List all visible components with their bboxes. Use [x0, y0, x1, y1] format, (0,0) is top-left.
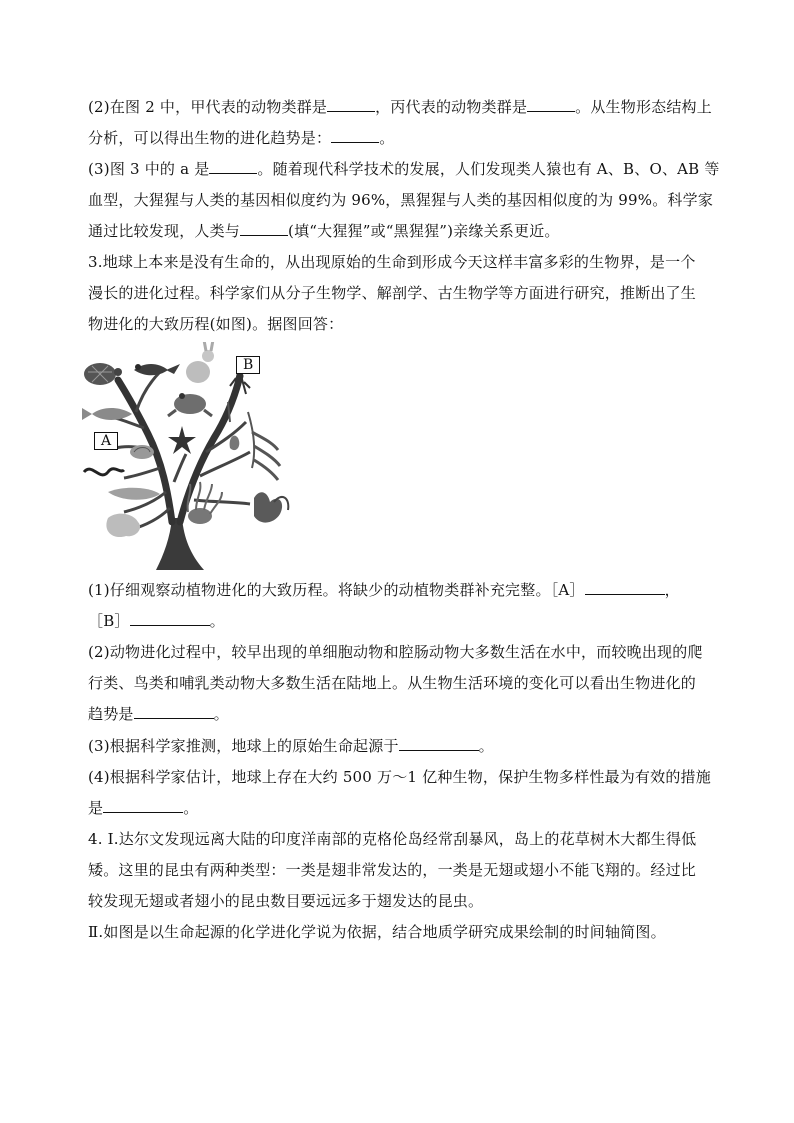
- s3-line-1: (3)根据科学家推测，地球上的原始生命起源于 。: [88, 737, 494, 755]
- evolution-tree-figure: [78, 342, 300, 570]
- q3-line-3: 通过比较发现，人类与 (填“大猩猩”或“黑猩猩”)亲缘关系更近。: [88, 222, 560, 240]
- p3-line-3: 物进化的大致历程(如图)。据图回答：: [88, 315, 344, 333]
- q3-line-2: 血型，大猩猩与人类的基因相似度约为 96%，黑猩猩与人类的基因相似度的为 99%。科学家: [88, 191, 714, 209]
- answer-blank[interactable]: [209, 159, 257, 174]
- q2-line-1: (2)在图 2 中，甲代表的动物类群是 ，丙代表的动物类群是 。从生物形态结构上: [88, 98, 712, 116]
- evolution-tree-illustration: [78, 342, 300, 570]
- p3-line-1: 3.地球上本来是没有生命的，从出现原始的生命到形成今天这样丰富多彩的生物界，是一个: [88, 253, 696, 271]
- p4-line-2: 矮。这里的昆虫有两种类型：一类是翅非常发达的，一类是无翅或翅小不能飞翔的。经过比: [88, 861, 697, 879]
- p4-line-1: 4. Ⅰ.达尔文发现远离大陆的印度洋南部的克格伦岛经常刮暴风，岛上的花草树木大都生得低: [88, 830, 697, 848]
- answer-blank[interactable]: [134, 704, 214, 719]
- q2-line-2: 分析，可以得出生物的进化趋势是： 。: [88, 129, 395, 147]
- answer-blank[interactable]: [331, 128, 379, 143]
- p4-line-3: 较发现无翅或者翅小的昆虫数目要远远多于翅发达的昆虫。: [88, 892, 484, 910]
- s4-line-2: 是 。: [88, 799, 199, 817]
- figure-label-a: A: [94, 432, 118, 450]
- answer-blank[interactable]: [103, 798, 183, 813]
- answer-blank[interactable]: [585, 580, 665, 595]
- p3-line-2: 漫长的进化过程。科学家们从分子生物学、解剖学、古生物学等方面进行研究，推断出了生: [88, 284, 697, 302]
- s1-line-1: (1)仔细观察动植物进化的大致历程。将缺少的动植物类群补充完整。［A］ ，: [88, 581, 680, 599]
- figure-label-b: B: [236, 356, 260, 374]
- s1-line-2: ［B］ 。: [88, 612, 225, 630]
- answer-blank[interactable]: [399, 736, 479, 751]
- answer-blank[interactable]: [527, 97, 575, 112]
- answer-blank[interactable]: [327, 97, 375, 112]
- s2-line-1: (2)动物进化过程中，较早出现的单细胞动物和腔肠动物大多数生活在水中，而较晚出现的爬: [88, 643, 703, 661]
- s2-line-3: 趋势是 。: [88, 705, 229, 723]
- s4-line-1: (4)根据科学家估计，地球上存在大约 500 万～1 亿种生物，保护生物多样性最为有效的措施: [88, 768, 711, 786]
- q3-line-1: (3)图 3 中的 a 是 。随着现代科学技术的发展，人们发现类人猿也有 A、B、O、AB 等: [88, 160, 720, 178]
- p4-line-4: Ⅱ.如图是以生命起源的化学进化学说为依据，结合地质学研究成果绘制的时间轴简图。: [88, 923, 666, 941]
- s2-line-2: 行类、鸟类和哺乳类动物大多数生活在陆地上。从生物生活环境的变化可以看出生物进化的: [88, 674, 697, 692]
- answer-blank[interactable]: [130, 611, 210, 626]
- answer-blank[interactable]: [240, 221, 288, 236]
